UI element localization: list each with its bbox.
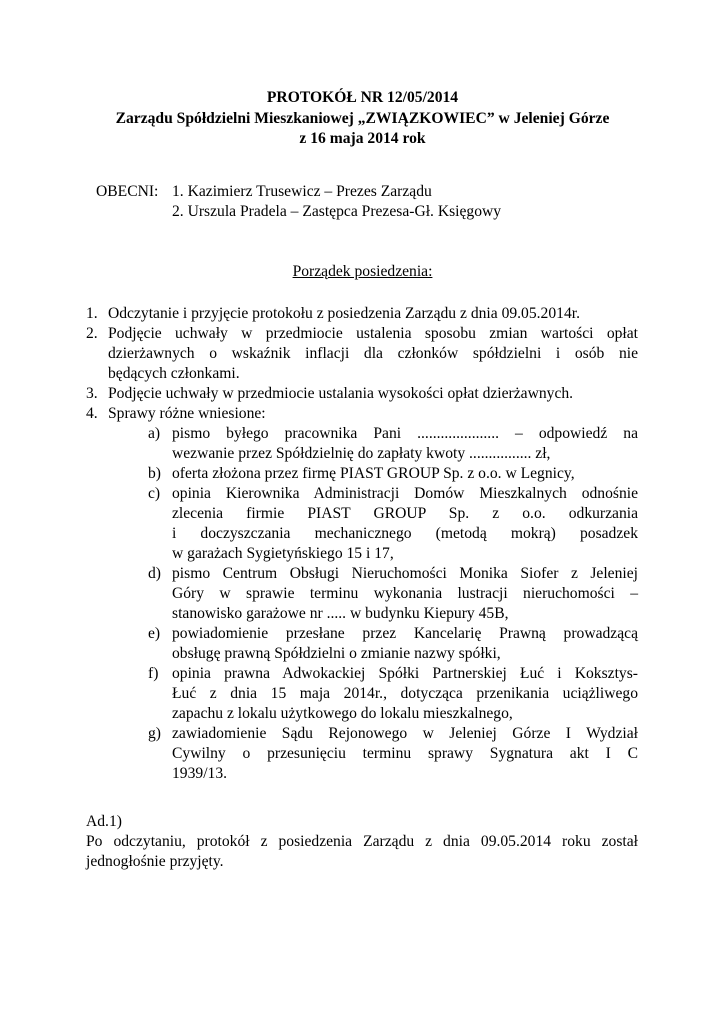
agenda-item-4: 4. Sprawy różne wniesione: xyxy=(86,405,266,422)
agenda-subitems xyxy=(148,424,638,784)
document-title xyxy=(0,88,725,150)
ad1-heading: Ad.1) xyxy=(86,813,122,830)
ad1-line-2: jednogłośnie przyjęty. xyxy=(86,853,224,870)
subitem-f: f) opinia prawna Adwokackiej Spółki Partnerskiej Łuć i Koksztys- Łuć z dnia 15 maja 2014r., dotycząca przenikania uciążliwego zapachu z lokalu użytkowego do lokalu mieszkalnego, xyxy=(148,665,638,722)
subitem-e: e) powiadomienie przesłane przez Kancelarię Prawną prowadzącą obsługę prawną Spółdzielni o zmianie nazwy spółki, xyxy=(148,625,638,662)
agenda-item-3: 3. Podjęcie uchwały w przedmiocie ustalania wysokości opłat dzierżawnych. xyxy=(86,385,574,402)
agenda-item-2: 2. Podjęcie uchwały w przedmiocie ustalenia sposobu zmian wartości opłat dzierżawnych o wskaźnik inflacji dla członków spółdzielni i osób nie będących członkami. xyxy=(86,325,638,382)
protocol-number: PROTOKÓŁ NR 12/05/2014 xyxy=(266,89,459,106)
attendees-label: OBECNI: xyxy=(96,183,159,200)
board-name: Zarządu Spółdzielni Mieszkaniowej „ZWIĄZKOWIEC” w Jeleniej Górze xyxy=(115,109,610,127)
attendee-2: 2. Urszula Pradela – Zastępca Prezesa-Gł. Księgowy xyxy=(172,203,502,220)
ad1-section xyxy=(86,812,638,872)
agenda-title: Porządek posiedzenia: xyxy=(292,263,433,280)
ad1-line-1: Po odczytaniu, protokół z posiedzenia Zarządu z dnia 09.05.2014 roku został xyxy=(86,833,638,850)
agenda-item-1: 1. Odczytanie i przyjęcie protokołu z posiedzenia Zarządu z dnia 09.05.2014r. xyxy=(86,305,580,322)
attendee-1: 1. Kazimierz Trusewicz – Prezes Zarządu xyxy=(172,183,432,200)
agenda-list xyxy=(86,304,638,784)
attendees-section xyxy=(96,182,656,222)
subitem-c: c) opinia Kierownika Administracji Domów Mieszkalnych odnośnie zlecenia firmie PIAST GROUP Sp. z o.o. odkurzania i doczyszczania mechanicznego (metodą mokrą) posadzek w garażach Sygietyńskiego 15 i 17, xyxy=(148,485,638,562)
subitem-g: g) zawiadomienie Sądu Rejonowego w Jeleniej Górze I Wydział Cywilny o przesunięciu terminu sprawy Sygnatura akt I C 1939/13. xyxy=(148,725,638,782)
subitem-b: b) oferta złożona przez firmę PIAST GROUP Sp. z o.o. w Legnicy, xyxy=(148,465,575,482)
subitem-d: d) pismo Centrum Obsługi Nieruchomości Monika Siofer z Jeleniej Góry w sprawie terminu wykonania lustracji nieruchomości – stanowisko garażowe nr ..... w budynku Kiepury 45B, xyxy=(148,565,638,622)
protocol-date: z 16 maja 2014 rok xyxy=(299,130,426,147)
subitem-a: a) pismo byłego pracownika Pani ..................... – odpowiedź na wezwanie przez Spółdzielnię do zapłaty kwoty ................ zł, xyxy=(148,425,638,462)
